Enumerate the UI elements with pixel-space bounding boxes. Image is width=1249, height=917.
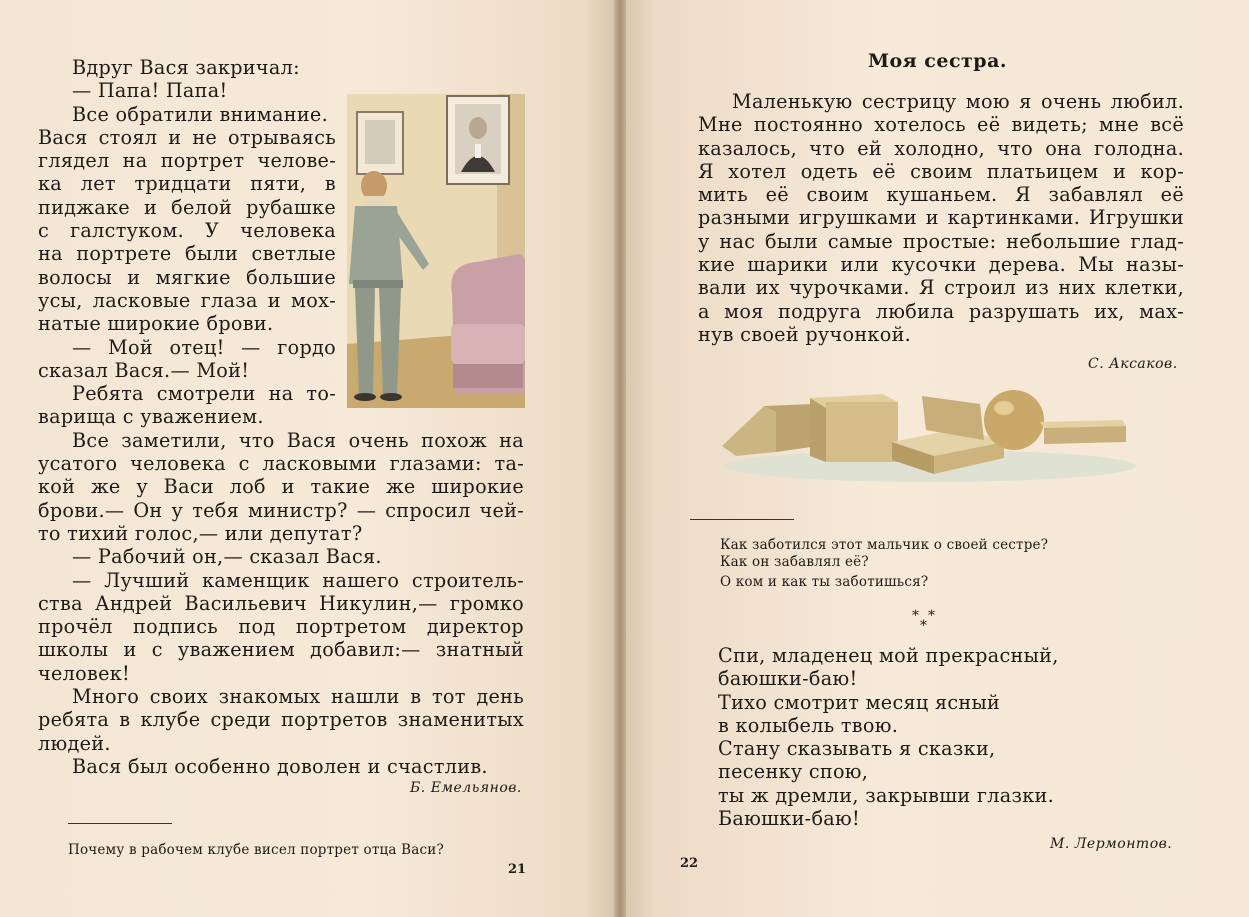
text-line: школы и с уважением добавил:— знатный (38, 638, 524, 662)
text-line: у нас были самые простые: небольшие глад- (698, 229, 1184, 253)
text-line: Все обратили внимание. (72, 102, 328, 126)
story-text (698, 90, 1188, 346)
story-author: С. Аксаков. (1088, 356, 1178, 372)
text-line: волосы и мягкие большие (38, 265, 336, 289)
text-line: людей. (38, 731, 111, 755)
text-line: ребята в клубе среди портретов знаменитых (38, 708, 524, 732)
boy-portrait-illustration (347, 94, 525, 408)
question-text: Как заботился этот мальчик о своей сестре? (720, 537, 1049, 553)
text-line: человек! (38, 661, 131, 685)
poem-line: Стану сказывать я сказки, (718, 737, 996, 761)
text-line: Ребята смотрели на то- (72, 382, 336, 406)
page-number: 22 (680, 856, 699, 871)
text-line: пиджаке и белой рубашке (38, 195, 336, 219)
text-line: на портрете были светлые (38, 242, 336, 266)
question-text: О ком и как ты заботишься? (720, 574, 929, 590)
text-line: Мне постоянно хотелось её видеть; мне всё (698, 113, 1184, 137)
text-line: Я хотел одеть её своим платьицем и кор- (698, 159, 1184, 183)
text-line: глядел на портрет челове- (38, 149, 336, 173)
text-line: а моя подруга любила разрушать их, мах- (698, 299, 1184, 323)
book-gutter (614, 0, 626, 917)
text-line: — Мой отец! — гордо (72, 335, 336, 359)
footnote-divider (68, 823, 172, 824)
text-line: усатого человека с ласковыми глазами: та- (38, 452, 524, 476)
text-line: разными игрушками и картинками. Игрушки (698, 206, 1184, 230)
text-line: кой же у Васи лоб и такие же широкие (38, 475, 524, 499)
text-line: вали их чурочками. Я строил из них клетки, (698, 276, 1184, 300)
poem-line: Баюшки-баю! (718, 807, 861, 831)
text-line: — Рабочий он,— сказал Вася. (72, 545, 382, 569)
text-line: кие шарики или кусочки дерева. Мы назы- (698, 253, 1184, 277)
text-line: Много своих знакомых нашли в тот день (72, 685, 524, 709)
text-line: ка лет тридцати пяти, в (38, 172, 336, 196)
text-line: нув своей ручонкой. (698, 322, 912, 346)
poem-line: Спи, младенец мой прекрасный, (718, 644, 1059, 667)
text-line: то тихий голос,— или депутат? (38, 521, 363, 545)
text-line: ства Андрей Васильевич Никулин,— громко (38, 591, 524, 615)
text-line: казалось, что ей холодно, что она голодна. (698, 136, 1184, 160)
wooden-blocks-illustration (722, 386, 1138, 484)
text-line: с галстуком. У человека (38, 219, 336, 243)
left-page (0, 0, 614, 917)
poem-line: в колыбель твою. (718, 713, 899, 737)
text-line: сказал Вася.— Мой! (38, 358, 250, 382)
right-page (626, 0, 1249, 917)
svg-text:*: * (920, 618, 927, 634)
questions-divider (690, 519, 794, 520)
poem-line: ты ж дремли, закрывши глазки. (718, 783, 1054, 807)
story-title: Моя сестра. (867, 50, 1008, 72)
text-line: натые широкие брови. (38, 312, 274, 336)
text-line: Вася был особенно доволен и счастлив. (72, 754, 488, 778)
text-line: прочёл подпись под портретом директор (38, 615, 524, 639)
text-line: усы, ласковые глаза и мох- (38, 288, 336, 312)
question-text: Почему в рабочем клубе висел портрет отца Васи? (68, 842, 444, 858)
svg-text:*: * (928, 608, 935, 624)
poem-line: Тихо смотрит месяц ясный (718, 690, 1001, 714)
text-line: Все заметили, что Вася очень похож на (72, 428, 524, 452)
text-line: Маленькую сестрицу мою я очень любил. (732, 90, 1184, 113)
text-line: мить её своим кушаньем. Я забавлял её (698, 183, 1184, 207)
poem (718, 644, 1059, 830)
text-line: варища с уважением. (38, 405, 264, 429)
text-line: Вася стоял и не отрываясь (38, 125, 336, 149)
text-line: брови.— Он у тебя министр? — спросил чей- (38, 498, 524, 522)
question-text: Как он забавлял её? (720, 554, 869, 570)
poem-author: М. Лермонтов. (1050, 836, 1173, 852)
asterism-icon (906, 606, 946, 636)
text-line: — Папа! Папа! (72, 79, 228, 103)
poem-line: песенку спою, (718, 760, 869, 784)
poem-line: баюшки-баю! (718, 667, 858, 691)
text-line: Вдруг Вася закричал: (72, 56, 300, 79)
text-line: — Лучший каменщик нашего строитель- (72, 568, 524, 592)
svg-text:*: * (912, 608, 919, 624)
story-author: Б. Емельянов. (410, 780, 522, 796)
page-number: 21 (508, 862, 527, 877)
